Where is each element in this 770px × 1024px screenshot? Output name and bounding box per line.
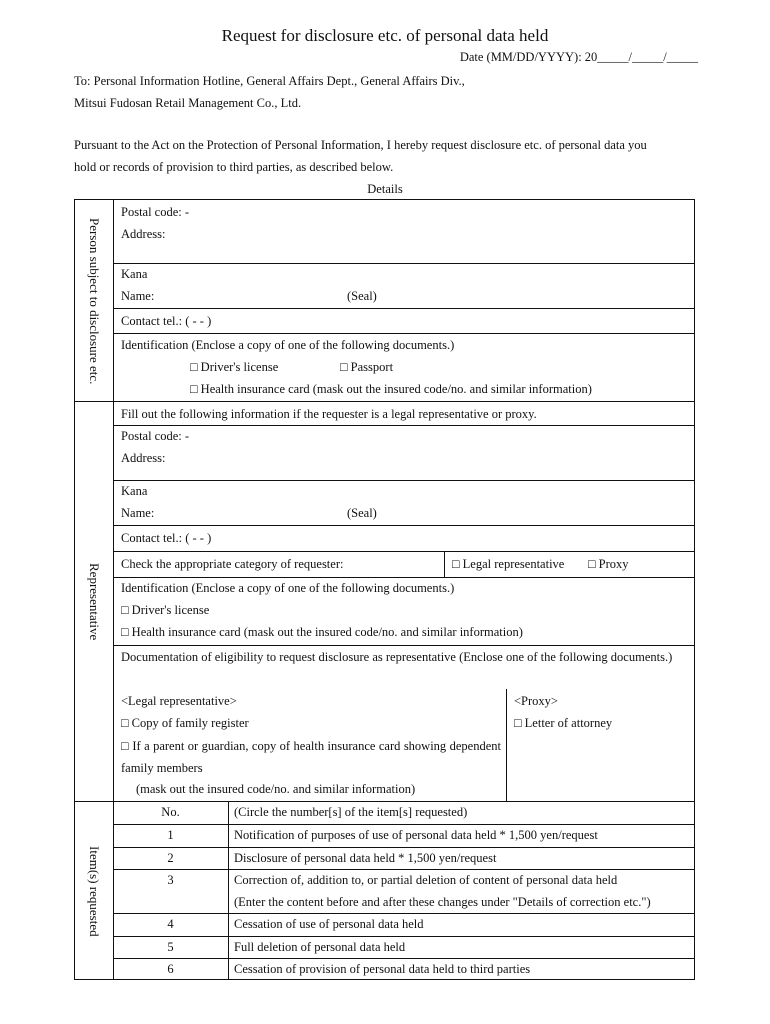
proxy-header: <Proxy> xyxy=(514,694,558,708)
row-divider xyxy=(113,958,695,959)
rep-kana[interactable]: Kana xyxy=(121,484,148,498)
letter-of-attorney-checkbox[interactable]: □ Letter of attorney xyxy=(514,716,613,730)
item-number[interactable]: 5 xyxy=(167,940,174,954)
subject-address[interactable]: Address: xyxy=(121,227,166,241)
addressee-line-1: To: Personal Information Hotline, General Affairs Dept., General Affairs Div., xyxy=(74,74,465,88)
intro-line-1: Pursuant to the Act on the Protection of Personal Information, I hereby request disclosure etc. of personal data you xyxy=(74,138,647,152)
row-divider xyxy=(113,551,695,552)
row-divider xyxy=(113,425,695,426)
row-divider xyxy=(113,577,695,578)
items-side-label: Item(s) requested xyxy=(87,846,102,937)
item-number[interactable]: 6 xyxy=(167,962,174,976)
item-description: Full deletion of personal data held xyxy=(234,940,406,954)
rep-address[interactable]: Address: xyxy=(121,451,166,465)
intro-line-2: hold or records of provision to third parties, as described below. xyxy=(74,160,394,174)
row-divider xyxy=(113,308,695,309)
item-number[interactable]: 4 xyxy=(167,917,174,931)
section-divider-representative xyxy=(74,801,695,802)
item-description-note: (Enter the content before and after these changes under "Details of correction etc.") xyxy=(234,895,651,909)
mask-note: (mask out the insured code/no. and similar information) xyxy=(136,782,416,796)
category-divider xyxy=(444,551,445,577)
item-no-header: No. xyxy=(161,805,180,819)
eligibility-documentation-label: Documentation of eligibility to request disclosure as representative (Enclose one of the following documents.) xyxy=(121,650,673,664)
addressee-line-2: Mitsui Fudosan Retail Management Co., Ltd. xyxy=(74,96,302,110)
subject-postal-code[interactable]: Postal code: - xyxy=(121,205,190,219)
rep-name[interactable]: Name: xyxy=(121,506,155,520)
rep-health-card-checkbox[interactable]: □ Health insurance card (mask out the insured code/no. and similar information) xyxy=(121,625,523,639)
row-divider xyxy=(113,333,695,334)
row-divider xyxy=(113,263,695,264)
item-number[interactable]: 3 xyxy=(167,873,174,887)
subject-identification-label: Identification (Enclose a copy of one of the following documents.) xyxy=(121,338,455,352)
item-description: Correction of, addition to, or partial deletion of content of personal data held xyxy=(234,873,618,887)
item-no-divider xyxy=(228,801,229,980)
row-divider xyxy=(113,847,695,848)
subject-kana[interactable]: Kana xyxy=(121,267,148,281)
legal-representative-checkbox[interactable]: □ Legal representative xyxy=(452,557,565,571)
row-divider xyxy=(113,824,695,825)
rep-fill-note: Fill out the following information if the requester is a legal representative or proxy. xyxy=(121,407,537,421)
rep-contact-tel[interactable]: Contact tel.: ( - - ) xyxy=(121,531,212,545)
subject-health-card-checkbox[interactable]: □ Health insurance card (mask out the insured code/no. and similar information) xyxy=(190,382,592,396)
rep-identification-label: Identification (Enclose a copy of one of the following documents.) xyxy=(121,581,455,595)
proxy-divider xyxy=(506,689,507,801)
legal-rep-header: <Legal representative> xyxy=(121,694,237,708)
row-divider xyxy=(113,913,695,914)
row-divider xyxy=(113,869,695,870)
rep-postal-code[interactable]: Postal code: - xyxy=(121,429,190,443)
row-divider xyxy=(113,525,695,526)
family-register-checkbox[interactable]: □ Copy of family register xyxy=(121,716,249,730)
details-heading: Details xyxy=(367,182,403,196)
document-title: Request for disclosure etc. of personal data held xyxy=(221,26,549,45)
subject-name[interactable]: Name: xyxy=(121,289,155,303)
row-divider xyxy=(113,480,695,481)
date-field[interactable]: Date (MM/DD/YYYY): 20_____/_____/_____ xyxy=(459,50,698,64)
item-description: Cessation of use of personal data held xyxy=(234,917,424,931)
subject-seal: (Seal) xyxy=(347,289,377,303)
rep-category-label: Check the appropriate category of requester: xyxy=(121,557,344,571)
representative-side-label: Representative xyxy=(87,563,102,641)
item-number[interactable]: 1 xyxy=(167,828,174,842)
item-description: Cessation of provision of personal data held to third parties xyxy=(234,962,531,976)
item-number[interactable]: 2 xyxy=(167,851,174,865)
parent-guardian-checkbox[interactable]: □ If a parent or guardian, copy of health insurance card showing dependent family members xyxy=(121,739,501,775)
rep-seal: (Seal) xyxy=(347,506,377,520)
subject-side-label: Person subject to disclosure etc. xyxy=(87,217,102,385)
subject-drivers-license-checkbox[interactable]: □ Driver's license xyxy=(190,360,279,374)
proxy-checkbox[interactable]: □ Proxy xyxy=(588,557,629,571)
rep-drivers-license-checkbox[interactable]: □ Driver's license xyxy=(121,603,210,617)
item-description: Disclosure of personal data held * 1,500 yen/request xyxy=(234,851,497,865)
row-divider xyxy=(113,936,695,937)
section-divider-subject xyxy=(74,401,695,402)
subject-contact-tel[interactable]: Contact tel.: ( - - ) xyxy=(121,314,212,328)
item-description: Notification of purposes of use of personal data held * 1,500 yen/request xyxy=(234,828,598,842)
item-desc-header: (Circle the number[s] of the item[s] requested) xyxy=(234,805,468,819)
subject-passport-checkbox[interactable]: □ Passport xyxy=(340,360,394,374)
